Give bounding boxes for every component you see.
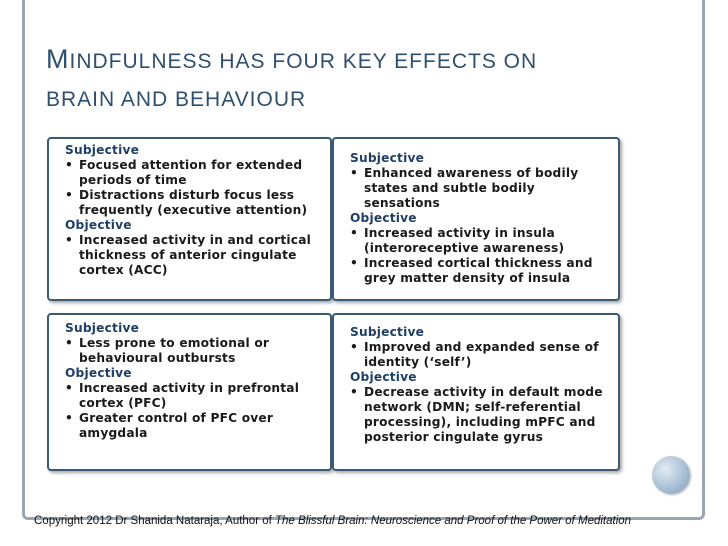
- objective-heading: Objective: [350, 211, 417, 225]
- copyright-footer: [34, 515, 724, 527]
- subjective-heading: Subjective: [350, 151, 425, 165]
- book-title: The Blissful Brain: Neuroscience and Proof of the Power of Meditation: [275, 515, 632, 527]
- objective-list: [334, 226, 618, 286]
- list-item: • Enhanced awareness of bodily states and subtle bodily sensations: [334, 166, 618, 211]
- objective-heading: Objective: [350, 370, 417, 384]
- title-initial: M: [46, 44, 70, 74]
- list-item: • Improved and expanded sense of identity (‘self’): [334, 340, 618, 370]
- objective-heading: Objective: [65, 366, 132, 380]
- objective-list: [49, 233, 330, 278]
- list-item: • Increased activity in prefrontal cortex (PFC): [49, 381, 330, 411]
- title-line-1: [46, 40, 646, 81]
- decorative-circle: [652, 456, 690, 494]
- subjective-heading: Subjective: [65, 143, 140, 157]
- subjective-list: [334, 340, 618, 370]
- title-line-2: BRAIN AND BEHAVIOUR: [46, 88, 307, 111]
- subjective-heading: Subjective: [65, 321, 140, 335]
- list-item: • Less prone to emotional or behavioural outbursts: [49, 336, 330, 366]
- list-item: • Increased activity in and cortical thickness of anterior cingulate cortex (ACC): [49, 233, 330, 278]
- subjective-list: [49, 336, 330, 366]
- page-title: [46, 40, 646, 119]
- subjective-list: [49, 158, 330, 218]
- list-item: • Increased activity in insula (interoreceptive awareness): [334, 226, 618, 256]
- list-item: • Decrease activity in default mode network (DMN; self-referential processing), including mPFC and posterior cingulate gyrus: [334, 385, 618, 445]
- list-item: • Focused attention for extended periods of time: [49, 158, 330, 188]
- objective-list: [49, 381, 330, 441]
- objective-heading: Objective: [65, 218, 132, 232]
- effect-box-attention: [47, 137, 332, 301]
- copyright-text: Copyright 2012 Dr Shanida Nataraja, Author of: [34, 515, 276, 527]
- list-item: • Distractions disturb focus less frequently (executive attention): [49, 188, 330, 218]
- effect-box-self-perspective: [332, 313, 620, 471]
- subjective-list: [334, 166, 618, 211]
- objective-list: [334, 385, 618, 445]
- list-item: • Greater control of PFC over amygdala: [49, 411, 330, 441]
- title-line-1-text: INDFULNESS HAS FOUR KEY EFFECTS ON: [69, 50, 538, 73]
- effect-box-emotion-regulation: [47, 313, 332, 471]
- effect-box-body-awareness: [332, 137, 620, 301]
- list-item: • Increased cortical thickness and grey matter density of insula: [334, 256, 618, 286]
- subjective-heading: Subjective: [350, 325, 425, 339]
